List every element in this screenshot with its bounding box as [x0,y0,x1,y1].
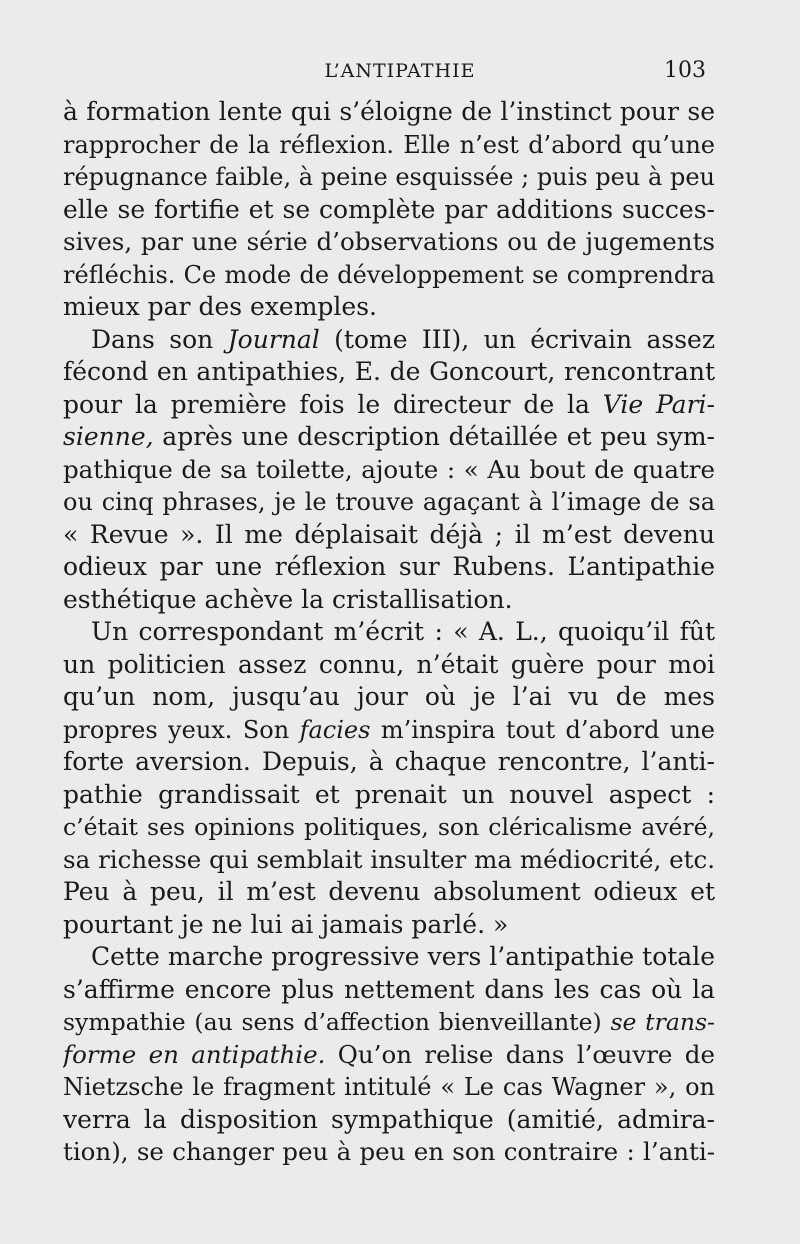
text-line [63,876,715,909]
text-line [63,681,715,714]
text-line [63,746,715,779]
text-line [63,1071,715,1104]
text-segment: « Revue ». Il me déplaisait déjà ; il m’est devenu [63,519,715,549]
italic-text: se trans- [610,1008,715,1036]
text-segment: sympathie (au sens d’affection bienveillante) [63,1008,611,1036]
text-line [63,551,715,584]
text-segment: s’affirme encore plus nettement dans les cas où la [63,974,715,1004]
text-line [63,486,715,519]
text-line [63,194,715,227]
text-line [63,616,715,649]
text-segment: après une description détaillée et peu sym- [153,422,715,451]
text-line [63,454,715,487]
body-text [63,96,715,1169]
text-segment: Peu à peu, il m’est devenu absolument odieux et [63,877,715,906]
text-line [63,811,715,844]
text-line [63,421,715,454]
text-line [63,1136,715,1169]
text-line [63,941,715,974]
text-line [63,779,715,812]
text-segment: qu’un nom, jusqu’au jour où je l’ai vu de mes [63,682,715,711]
text-line [63,161,715,194]
text-segment: Dans son [91,324,228,354]
text-segment: sives, par une série d’observations ou de jugements [63,227,715,256]
text-segment: ou cinq phrases, je le trouve agaçant à l’image de sa [63,488,715,516]
page-number: 103 [664,58,706,83]
text-line [63,974,715,1007]
text-line [63,324,715,357]
text-segment: propres yeux. Son [63,715,300,744]
text-line [63,259,715,292]
text-segment: sa richesse qui semblait insulter ma médiocrité, etc. [63,844,715,874]
text-line [63,226,715,259]
text-line [63,584,715,617]
text-segment: c’était ses opinions politiques, son cléricalisme avéré, [63,813,715,841]
text-segment: répugnance faible, à peine esquissée ; puis peu à peu [63,163,715,191]
text-segment: tion), se changer peu à peu en son contraire : l’anti- [63,1137,715,1166]
italic-text: Vie Pari- [602,389,715,419]
text-segment: forte aversion. Depuis, à chaque rencontre, l’anti- [63,747,715,776]
text-line [63,389,715,422]
text-segment: réfléchis. Ce mode de développement se comprendra [63,260,715,289]
text-segment: (tome III), un écrivain assez [319,324,715,354]
text-line [63,129,715,162]
text-line [63,844,715,877]
text-segment: elle se fortifie et se complète par additions succes- [63,194,715,224]
text-segment: fécond en antipathies, E. de Goncourt, rencontrant [63,357,715,386]
text-segment: pourtant je ne lui ai jamais parlé. » [63,909,509,939]
text-line [63,1006,715,1039]
italic-text: forme en antipathie. [63,1039,326,1069]
text-segment: Nietzsche le fragment intitulé « Le cas Wagner », on [63,1073,715,1101]
text-segment: à formation lente qui s’éloigne de l’instinct pour se [63,97,715,126]
text-segment: Un correspondant m’écrit : « A. L., quoiqu’il fût [91,617,715,646]
text-line [63,356,715,389]
text-line [63,649,715,682]
text-segment: rapprocher de la réflexion. Elle n’est d’abord qu’une [63,130,715,159]
text-segment: Qu’on relise dans l’œuvre de [325,1039,715,1069]
text-line [63,909,715,942]
text-segment: Cette marche progressive vers l’antipathie totale [91,942,715,971]
text-segment: pour la première fois le directeur de la [63,389,603,419]
text-line [63,1039,715,1072]
italic-text: Journal [227,324,320,354]
text-line [63,291,715,324]
text-segment: esthétique achève la cristallisation. [63,584,513,614]
italic-text: facies [299,715,371,744]
text-line [63,714,715,747]
text-segment: pathique de sa toilette, ajoute : « Au bout de quatre [63,454,715,484]
running-head: L’ANTIPATHIE [324,60,476,82]
text-segment: un politicien assez connu, n’était guère pour moi [63,649,715,679]
text-segment: m’inspira tout d’abord une [370,715,715,744]
text-line [63,1104,715,1137]
text-line [63,519,715,552]
italic-text: sienne, [63,422,154,451]
text-segment: odieux par une réflexion sur Rubens. L’antipathie [63,552,715,581]
text-segment: verra la disposition sympathique (amitié, admira- [63,1104,715,1134]
text-line [63,96,715,129]
text-segment: mieux par des exemples. [63,292,377,321]
text-segment: pathie grandissait et prenait un nouvel aspect : [63,779,715,809]
